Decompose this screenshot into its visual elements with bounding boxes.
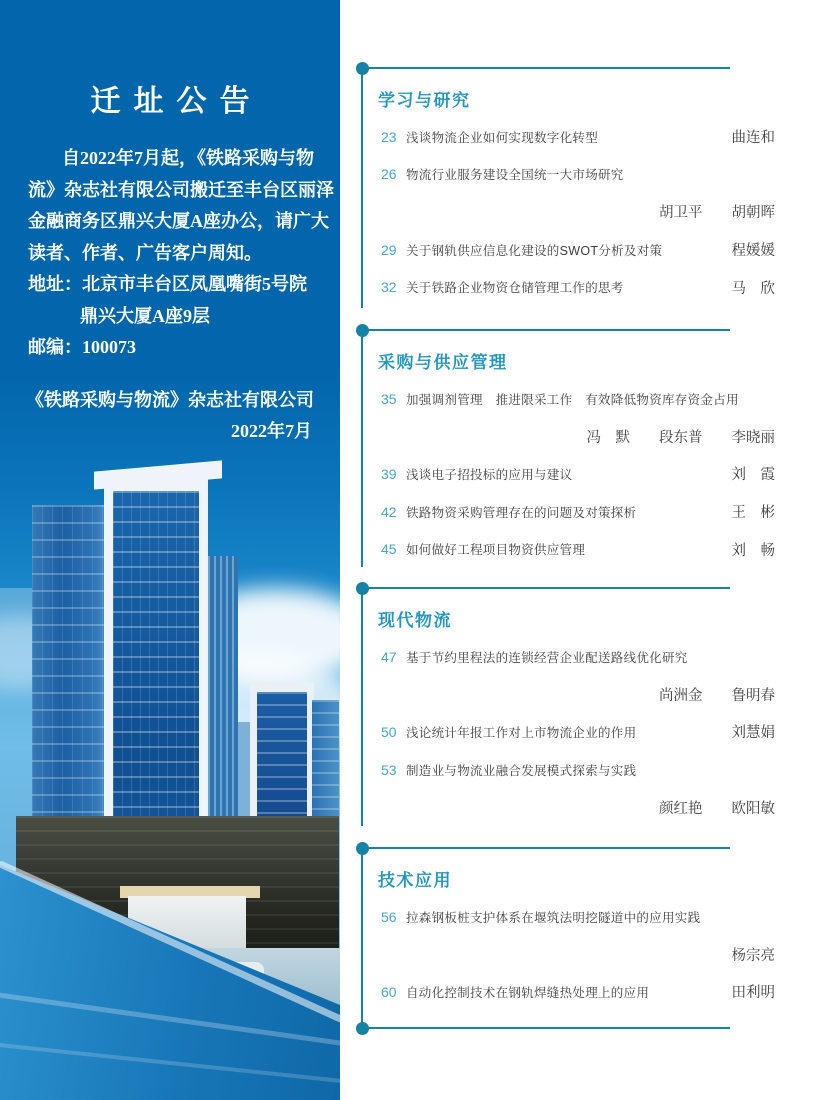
section-bottom-rule (362, 1027, 730, 1030)
announcement-panel (0, 0, 340, 1100)
article-title: 浅谈物流企业如何实现数字化转型 (406, 130, 599, 145)
toc-entry (381, 751, 775, 789)
toc-entry (381, 493, 775, 531)
article-authors: 冯 默 段东普 李晓丽 (586, 429, 775, 446)
section-entries (381, 638, 775, 826)
authors-line (381, 418, 775, 456)
section-side-rule (361, 330, 364, 567)
article-authors: 程媛媛 (731, 243, 775, 260)
article-title: 浅论统计年报工作对上市物流企业的作用 (406, 725, 637, 740)
page-number: 42 (381, 503, 397, 520)
announcement-title: 迁址公告 (90, 85, 263, 118)
article-authors: 田利明 (731, 985, 775, 1002)
article-authors: 曲连和 (731, 130, 775, 147)
toc-entry (381, 156, 775, 194)
section-side-rule (361, 848, 364, 1028)
publisher-name: 《铁路采购与物流》杂志社有限公司 (26, 390, 314, 410)
announcement-line: 鼎兴大厦A座9层 (80, 305, 210, 326)
announcement-line: 读者、作者、广告客户周知。 (28, 242, 262, 263)
article-title: 基于节约里程法的连锁经营企业配送路线优化研究 (406, 650, 688, 665)
section-heading: 技术应用 (378, 871, 452, 890)
article-title: 物流行业服务建设全国统一大市场研究 (406, 168, 624, 183)
section-top-rule (362, 329, 730, 332)
article-authors: 刘 霞 (731, 467, 775, 484)
toc-entry (381, 638, 775, 676)
section-side-rule (361, 588, 364, 826)
article-title: 浅谈电子招投标的应用与建议 (406, 467, 573, 482)
announcement-line: 地址：北京市丰台区凤凰嘴街5号院 (28, 274, 307, 294)
section-heading: 采购与供应管理 (378, 353, 508, 372)
toc-entry (381, 231, 775, 269)
section-top-rule (362, 67, 730, 70)
section-side-rule (361, 68, 364, 308)
page-number: 50 (381, 723, 397, 740)
article-authors: 刘慧娟 (731, 725, 775, 742)
section-entries (381, 380, 775, 568)
toc-entry (381, 380, 775, 418)
page-number: 39 (381, 465, 397, 482)
page-number: 26 (381, 166, 397, 183)
section-heading: 现代物流 (378, 611, 452, 630)
article-title: 铁路物资采购管理存在的问题及对策探析 (406, 505, 637, 520)
authors-line (381, 193, 775, 231)
article-title: 自动化控制技术在钢轨焊缝热处理上的应用 (406, 985, 650, 1000)
toc-entry (381, 118, 775, 156)
article-title: 拉森钢板桩支护体系在堰筑法明挖隧道中的应用实践 (406, 910, 701, 925)
section-entries (381, 118, 775, 306)
article-title: 关于铁路企业物资仓储管理工作的思考 (406, 281, 624, 296)
announcement-body (28, 143, 334, 364)
article-authors: 刘 畅 (731, 542, 775, 559)
toc (362, 0, 782, 1100)
announcement-line: 自2022年7月起，《铁路采购与物 (62, 148, 314, 168)
page-number: 35 (381, 390, 397, 407)
announcement-line: 金融商务区鼎兴大厦A座办公，请广大 (28, 211, 329, 231)
page-number: 45 (381, 541, 397, 558)
authors-line (381, 936, 775, 974)
page-number: 32 (381, 279, 397, 296)
announcement-line: 邮编：100073 (28, 337, 136, 357)
article-authors: 王 彬 (731, 505, 775, 522)
authors-line (381, 788, 775, 826)
article-title: 关于钢轨供应信息化建设的SWOT分析及对策 (406, 243, 663, 258)
authors-line (381, 676, 775, 714)
article-authors: 马 欣 (731, 280, 775, 297)
article-title: 如何做好工程项目物资供应管理 (406, 543, 586, 558)
page-number: 29 (381, 241, 397, 258)
page-number: 56 (381, 908, 397, 925)
section-top-rule (362, 587, 730, 590)
article-authors: 尚洲金 鲁明春 (659, 687, 775, 704)
toc-entry (381, 898, 775, 936)
toc-entry (381, 455, 775, 493)
page-number: 47 (381, 648, 397, 665)
page-number: 23 (381, 128, 397, 145)
announcement-date: 2022年7月 (231, 421, 312, 441)
toc-entry (381, 973, 775, 1011)
toc-entry (381, 713, 775, 751)
article-title: 制造业与物流业融合发展模式探索与实践 (406, 763, 637, 778)
page-number: 60 (381, 983, 397, 1000)
section-entries (381, 898, 775, 1011)
article-authors: 胡卫平 胡朝晖 (659, 205, 775, 222)
page-number: 53 (381, 761, 397, 778)
announcement-line: 流》杂志社有限公司搬迁至丰台区丽泽 (28, 179, 334, 200)
article-authors: 颜红艳 欧阳敏 (659, 800, 775, 817)
toc-entry (381, 268, 775, 306)
section-top-rule (362, 847, 730, 850)
article-title: 加强调剂管理 推进限采工作 有效降低物资库存资金占用 (406, 392, 739, 407)
toc-entry (381, 530, 775, 568)
section-heading: 学习与研究 (378, 91, 471, 110)
article-authors: 杨宗亮 (731, 947, 775, 964)
